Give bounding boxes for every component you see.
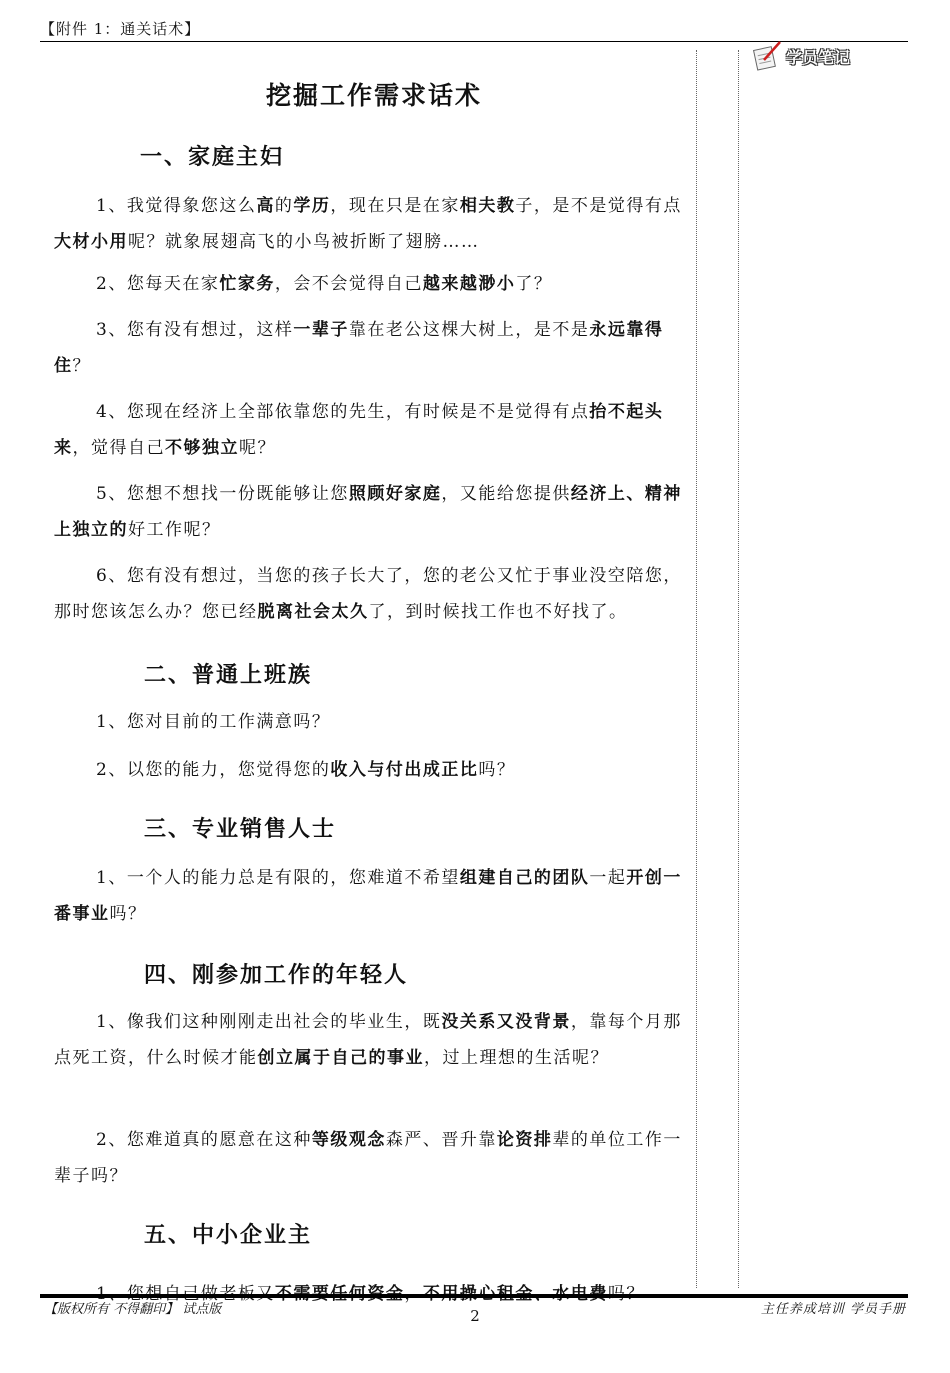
emphasis-text: 高 xyxy=(256,196,275,216)
column-divider xyxy=(738,50,739,1288)
footer-copyright: 【版权所有 不得翻印】 试点版 xyxy=(44,1302,222,1317)
emphasis-text: 相夫教 xyxy=(459,196,516,216)
footer-manual-name: 主任养成培训 学员手册 xyxy=(760,1302,906,1317)
section-heading-office-worker: 二、普通上班族 xyxy=(144,662,313,688)
paragraph: 2、以您的能力，您觉得您的收入与付出成正比吗？ xyxy=(96,760,516,780)
emphasis-text: 越来越渺小 xyxy=(422,274,516,294)
emphasis-text: 脱离社会太久 xyxy=(257,602,369,622)
paragraph: 4、您现在经济上全部依靠您的先生，有时候是不是觉得有点抬不起头来，觉得自己不够独立呢？ xyxy=(54,402,664,458)
paragraph: 6、您有没有想过，当您的孩子长大了，您的老公又忙于事业没空陪您，那时您该怎么办？您已经脱离社会太久了，到时候找工作也不好找了。 xyxy=(54,566,682,622)
emphasis-text: 抬不起头来 xyxy=(54,402,664,458)
emphasis-text: 组建自己的团队 xyxy=(459,868,590,888)
emphasis-text: 不需要任何资金 xyxy=(274,1284,405,1304)
section-heading-young-worker: 四、刚参加工作的年轻人 xyxy=(144,962,409,988)
paragraph: 1、我觉得象您这么高的学历，现在只是在家相夫教子，是不是觉得有点大材小用呢？就象展翅高飞的小鸟被折断了翅膀…… xyxy=(54,196,682,252)
column-divider xyxy=(696,50,697,1288)
paragraph: 1、您对目前的工作满意吗？ xyxy=(96,712,331,732)
page-number: 2 xyxy=(470,1307,480,1325)
emphasis-text: 等级观念 xyxy=(311,1130,386,1150)
paragraph: 2、您难道真的愿意在这种等级观念森严、晋升靠论资排辈的单位工作一辈子吗？ xyxy=(54,1130,682,1186)
emphasis-text: 不够独立 xyxy=(165,438,239,458)
emphasis-text: 学历 xyxy=(293,196,331,216)
emphasis-text: 忙家务 xyxy=(219,274,275,294)
section-heading-housewife: 一、家庭主妇 xyxy=(140,144,285,170)
document-title: 挖掘工作需求话术 xyxy=(265,81,482,110)
emphasis-text: 开创一番事业 xyxy=(54,868,682,924)
section-heading-sales-professional: 三、专业销售人士 xyxy=(144,816,337,842)
emphasis-text: 没关系又没背景 xyxy=(441,1012,571,1032)
paragraph: 1、您想自己做老板又不需要任何资金，不用操心租金、水电费吗？ xyxy=(96,1284,645,1304)
emphasis-text: 大材小用 xyxy=(54,232,128,252)
paragraph: 1、一个人的能力总是有限的，您难道不希望组建自己的团队一起开创一番事业吗？ xyxy=(54,868,682,924)
emphasis-text: 一辈子 xyxy=(293,320,349,340)
paragraph: 3、您有没有想过，这样一辈子靠在老公这棵大树上，是不是永远靠得住？ xyxy=(54,320,664,376)
emphasis-text: 收入与付出成正比 xyxy=(330,760,479,780)
paragraph: 2、您每天在家忙家务，会不会觉得自己越来越渺小了？ xyxy=(96,274,553,294)
paragraph: 1、像我们这种刚刚走出社会的毕业生，既没关系又没背景，靠每个月那点死工资，什么时候才能创立属于自己的事业，过上理想的生活呢？ xyxy=(54,1012,682,1068)
emphasis-text: 创立属于自己的事业 xyxy=(257,1048,424,1068)
notes-label: 学员笔记 xyxy=(786,47,851,67)
emphasis-text: 论资排 xyxy=(496,1130,553,1150)
emphasis-text: 永远靠得住 xyxy=(54,320,664,376)
notes-header xyxy=(750,40,850,72)
emphasis-text: 经济上、精神上独立的 xyxy=(54,484,682,540)
section-heading-sme-owner: 五、中小企业主 xyxy=(144,1222,313,1248)
emphasis-text: 照顾好家庭 xyxy=(348,484,442,504)
main-content xyxy=(54,48,694,1304)
header-label: 【附件 1：通关话术】 xyxy=(40,20,201,38)
emphasis-text: 不用操心租金、水电费 xyxy=(422,1284,608,1304)
notepad-pen-icon xyxy=(750,40,782,72)
paragraph: 5、您想不想找一份既能够让您照顾好家庭，又能给您提供经济上、精神上独立的好工作呢？ xyxy=(54,484,682,540)
